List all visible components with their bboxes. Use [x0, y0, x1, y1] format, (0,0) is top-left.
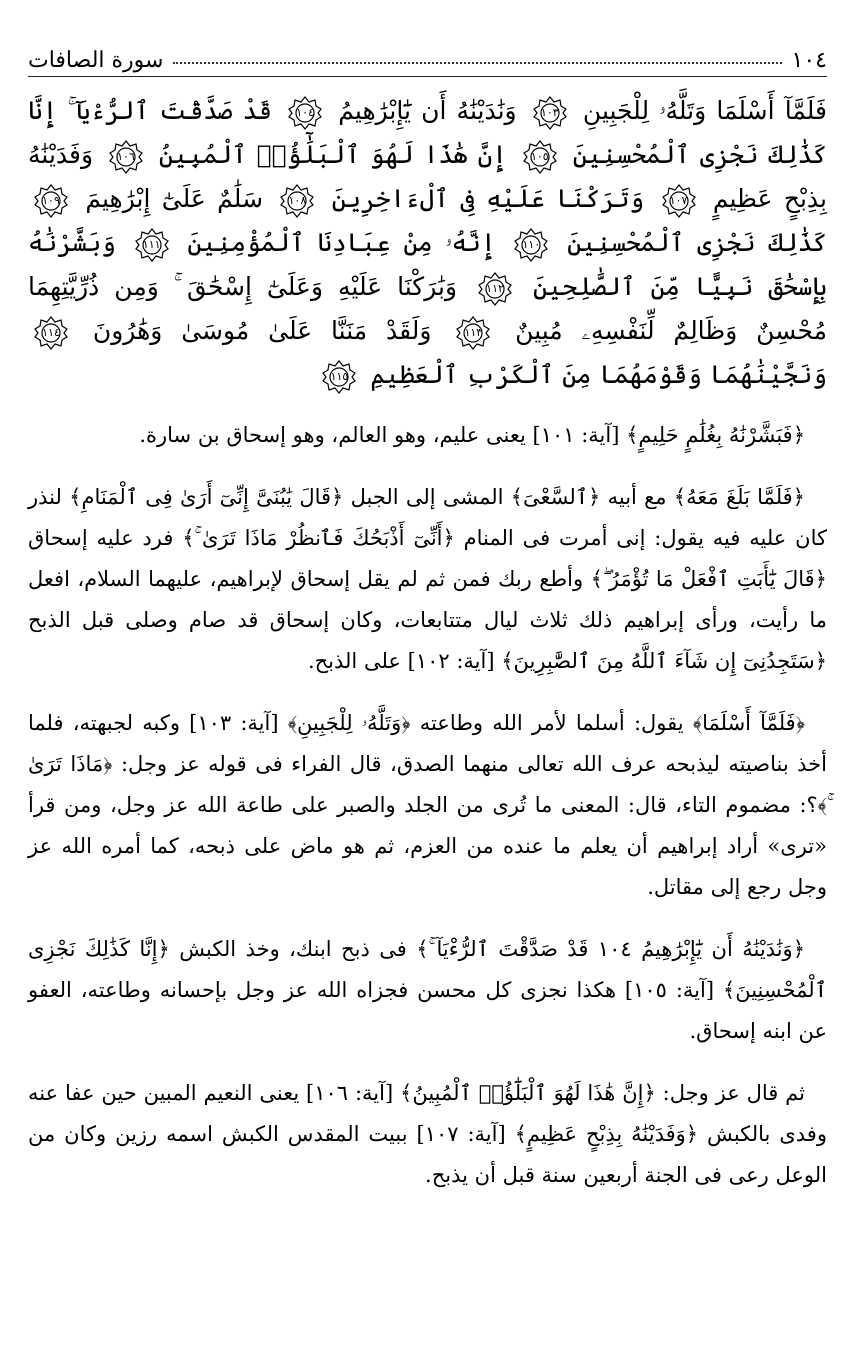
ayah-number-marker: [662, 184, 696, 218]
ayah-text: قَدْ صَدَّقْتَ ٱلرُّءْيَآ ۚ إِنَّا كَذَٰلِكَ نَجْزِى ٱلْمُحْسِنِينَ: [28, 96, 827, 169]
ayah-number-marker: [280, 184, 314, 218]
ayah-text: إِنَّهُۥ مِنْ عِبَادِنَا ٱلْمُؤْمِنِينَ: [174, 228, 496, 257]
ayah-number: ١٠٥: [530, 149, 549, 163]
commentary-paragraph: ﴿فَلَمَّآ أَسْلَمَا﴾ يقول: أسلما لأمر الله وطاعته ﴿وَتَلَّهُۥ لِلْجَبِينِ﴾ [آية: ١٠٣] وكبه لجبهته، فلما أخذ بناصيته ليذبحه عرف الله تعالى منهما الصدق، قال الفراء فى قوله عز وجل: ﴿مَاذَا تَرَىٰ ۚ﴾؟: مضموم التاء، قال: المعنى ما تُرى من الجلد والصبر على طاعة الله عز وجل، ومن قرأ «ترى» أراد إبراهيم أن يعلم ما عنده من العزم، ثم هو ماض على ذبحه، كما أمره الله عز وجل رجع إلى مقاتل.: [28, 711, 827, 899]
ayah-number-marker: [109, 140, 143, 174]
ayah-number-marker: [34, 316, 68, 350]
surah-title: سورة الصافات: [28, 47, 164, 73]
ayah-number-marker: [322, 360, 356, 394]
ayah-number: ١٠٨: [288, 193, 307, 207]
ayah-number-marker: [514, 228, 548, 262]
commentary-paragraph: ﴿فَبَشَّرْنَٰهُ بِغُلَٰمٍ حَلِيمٍ﴾ [آية: ١٠١] يعنى عليم، وهو العالم، وهو إسحاق بن سارة.: [139, 423, 805, 447]
ayah-text: وَبَٰرَكْنَا عَلَيْهِ وَعَلَىٰٓ إِسْحَٰقَ ۚ وَمِن ذُرِّيَّتِهِمَا مُحْسِنٌ وَظَالِمٌ لِّنَفْسِهِۦ مُبِينٌ: [28, 272, 827, 345]
ayah-text: وَنَٰدَيْنَٰهُ أَن يَٰٓإِبْرَٰهِيمُ: [328, 96, 517, 125]
header-dotted-leader: [173, 62, 781, 64]
commentary: [28, 415, 827, 1196]
ayah-text: وَلَقَدْ مَنَنَّا عَلَىٰ مُوسَىٰ وَهَٰرُونَ: [74, 316, 432, 345]
ayah-number-marker: [34, 184, 68, 218]
ayah-text: وَنَجَّيْنَٰهُمَا وَقَوْمَهُمَا مِنَ ٱلْكَرْبِ ٱلْعَظِيمِ: [362, 360, 827, 389]
ayah-text: وَبَشَّرْنَٰهُ بِإِسْحَٰقَ نَبِيًّا مِّنَ ٱلصَّٰلِحِينَ: [28, 228, 828, 301]
ayah-number: ١٠٣: [540, 105, 559, 119]
ayah-number-marker: [523, 140, 557, 174]
page-number: ١٠٤: [791, 47, 827, 73]
ayah-text: كَذَٰلِكَ نَجْزِى ٱلْمُحْسِنِينَ: [554, 228, 828, 257]
ayah-number-marker: [135, 228, 169, 262]
ayah-text: وَفَدَيْنَٰهُ بِذِبْحٍ عَظِيمٍ: [28, 140, 827, 213]
ayah-text: وَتَرَكْنَا عَلَيْهِ فِى ٱلْءَاخِرِينَ: [320, 184, 645, 213]
ayah-text: سَلَٰمٌ عَلَىٰٓ إِبْرَٰهِيمَ: [74, 184, 264, 213]
ayah-text: فَلَمَّآ أَسْلَمَا وَتَلَّهُۥ لِلْجَبِينِ: [572, 96, 828, 125]
ayah-number: ١٠٧: [669, 193, 688, 207]
ayah-number: ١١٢: [486, 281, 504, 295]
ayah-number: ١١٠: [522, 237, 541, 251]
ayah-text: إِنَّ هَٰذَا لَهُوَ ٱلْبَلَٰٓؤُا۟ ٱلْمُبِينُ: [148, 140, 507, 169]
ayah-number: ١١٥: [330, 369, 349, 383]
ayah-number: ١٠٦: [117, 149, 135, 163]
ayah-number: ١٠٩: [42, 193, 60, 207]
ayah-number-marker: [288, 96, 322, 130]
page-header: [28, 38, 827, 77]
ayah-number-marker: [478, 272, 512, 306]
quran-verses-block: [28, 89, 827, 397]
commentary-paragraph: ثم قال عز وجل: ﴿إِنَّ هَٰذَا لَهُوَ ٱلْبَلَٰٓؤُا۟ ٱلْمُبِينُ﴾ [آية: ١٠٦] يعنى النعيم المبين حين عفا عنه وفدى بالكبش ﴿وَفَدَيْنَٰهُ بِذِبْحٍ عَظِيمٍ﴾ [آية: ١٠٧] ببيت المقدس الكبش اسمه رزين وكان من الوعل رعى فى الجنة أربعين سنة قبل أن يذبح.: [28, 1081, 827, 1187]
ayah-number-marker: [533, 96, 567, 130]
commentary-paragraph: ﴿فَلَمَّا بَلَغَ مَعَهُ﴾ مع أبيه ﴿ٱلسَّعْىَ﴾ المشى إلى الجبل ﴿قَالَ يَٰبُنَىَّ إِنِّىٓ أَرَىٰ فِى ٱلْمَنَامِ﴾ لنذر كان عليه فيه يقول: إنى أمرت فى المنام ﴿أَنِّىٓ أَذْبَحُكَ فَٱنظُرْ مَاذَا تَرَىٰ ۚ﴾ فرد عليه إسحاق ﴿قَالَ يَٰٓأَبَتِ ٱفْعَلْ مَا تُؤْمَرُ ۖ﴾ وأطع ربك فمن ثم لم يقل إسحاق لإبراهيم، عليهما السلام، افعل ما رأيت، ورأى إبراهيم ذلك ثلاث ليال متتابعات، وكان إسحاق قد صام وصلى قبل الذبح ﴿سَتَجِدُنِىٓ إِن شَآءَ ٱللَّهُ مِنَ ٱلصَّٰبِرِينَ﴾ [آية: ١٠٢] على الذبح.: [28, 485, 827, 673]
ayah-number: ١١٣: [464, 325, 483, 339]
ayah-number-marker: [456, 316, 490, 350]
ayah-number: ١٠٤: [296, 105, 314, 119]
commentary-paragraph: ﴿وَنَٰدَيْنَٰهُ أَن يَٰٓإِبْرَٰهِيمُ ١٠٤ قَدْ صَدَّقْتَ ٱلرُّءْيَآ ۚ﴾ فى ذبح ابنك، وخذ الكبش ﴿إِنَّا كَذَٰلِكَ نَجْزِى ٱلْمُحْسِنِينَ﴾ [آية: ١٠٥] هكذا نجزى كل محسن فجزاه الله عز وجل بإحسانه وطاعته، العفو عن ابنه إسحاق.: [28, 937, 827, 1043]
ayah-number: ١١٤: [42, 325, 60, 339]
ayah-number: ١١١: [142, 237, 161, 251]
